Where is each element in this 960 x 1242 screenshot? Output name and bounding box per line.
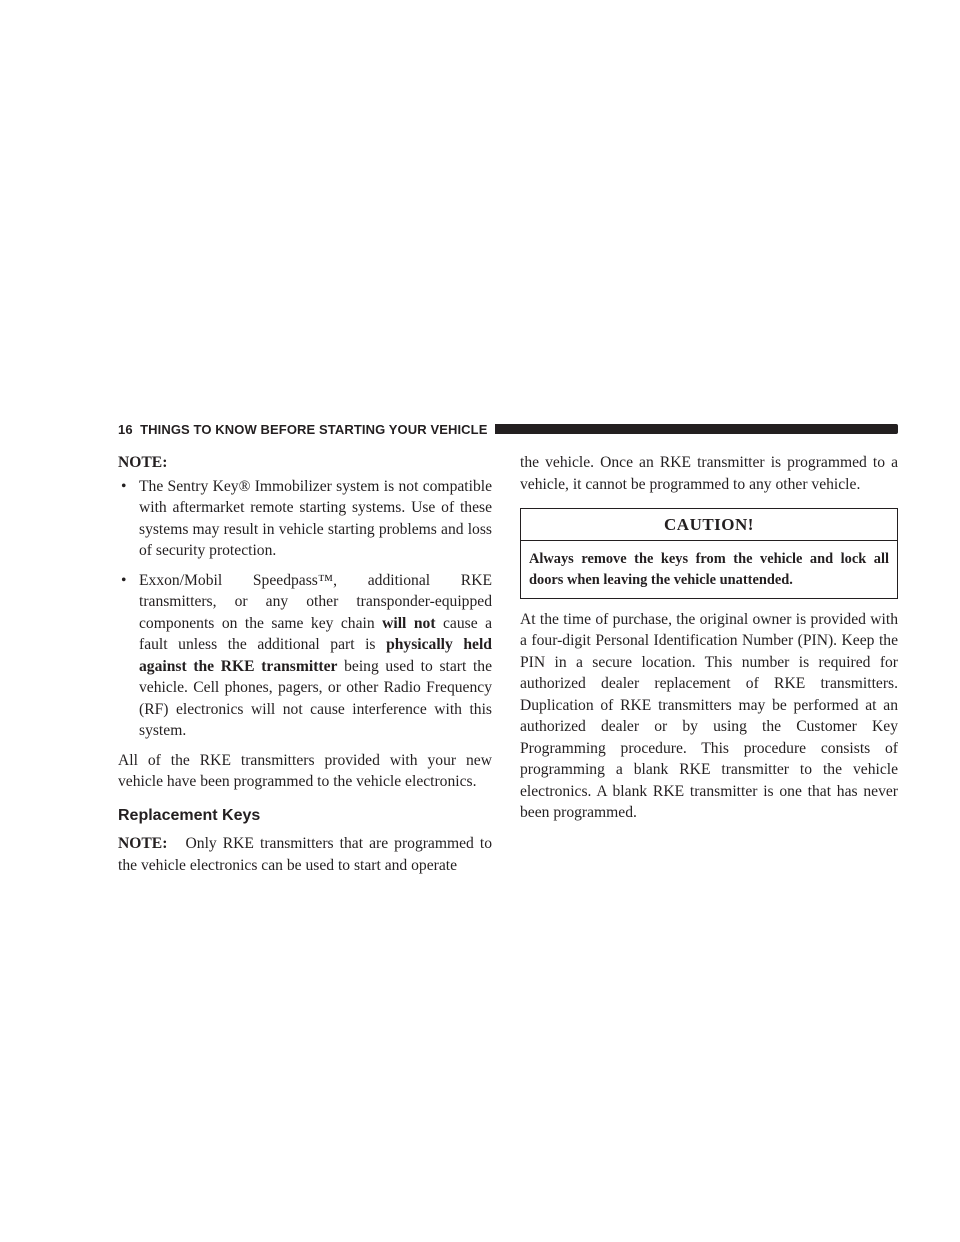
bullet-text: cause a fault unless the additional part is bbox=[139, 614, 492, 653]
bullet-text: Exxon/Mobil Speedpass™, additional RKE transmitters, or any other transponder-equipped components on the same key chain bbox=[139, 571, 492, 632]
purchase-paragraph: At the time of purchase, the original owner is provided with a four-digit Personal Identification Number (PIN). Keep the PIN in a secure location. This number is required for authorized dealer replacement of RKE transmitters. Duplication of RKE transmitters may be performed at an authorized dealer or by using the Customer Key Programming procedure. This procedure consists of programming a blank RKE transmitter to the vehicle electronics. A blank RKE transmitter is one that has never been programmed. bbox=[520, 610, 898, 821]
bullet-icon: • bbox=[121, 477, 127, 495]
bullet-emphasis: will not bbox=[382, 614, 436, 632]
bullet-emphasis: physically held against the RKE transmitter bbox=[139, 636, 492, 675]
bullet-text: The Sentry Key® Immobilizer system is not compatible with aftermarket remote starting systems. Use of these systems may result in vehicle starting problems and loss of security protection. bbox=[139, 477, 492, 559]
bullet-text: being used to start the vehicle. Cell phones, pagers, or other Radio Frequency (RF) electronics will not cause interference with this system. bbox=[139, 657, 493, 739]
caution-title: CAUTION! bbox=[521, 509, 897, 541]
page-number: 16 bbox=[118, 421, 133, 437]
caution-text: Always remove the keys from the vehicle and lock all doors when leaving the vehicle unattended. bbox=[529, 550, 889, 588]
bullet-icon: • bbox=[121, 571, 127, 589]
note-bullet-list bbox=[118, 476, 492, 742]
section-title: THINGS TO KNOW BEFORE STARTING YOUR VEHICLE bbox=[140, 421, 488, 437]
bullet-item-speedpass bbox=[118, 570, 492, 742]
note-label: NOTE: bbox=[118, 454, 168, 471]
replacement-note-label: NOTE: bbox=[118, 835, 168, 852]
page-header-text bbox=[118, 422, 487, 437]
programmed-paragraph: All of the RKE transmitters provided with your new vehicle have been programmed to the vehicle electronics. bbox=[118, 751, 492, 790]
page-header bbox=[118, 420, 898, 438]
replacement-note-text: Only RKE transmitters that are programmed to the vehicle electronics can be used to start and operate bbox=[118, 835, 493, 874]
bullet-item-immobilizer bbox=[118, 476, 492, 562]
header-rule bbox=[495, 424, 898, 434]
right-column bbox=[520, 452, 898, 824]
continued-paragraph: the vehicle. Once an RKE transmitter is programmed to a vehicle, it cannot be programmed to any other vehicle. bbox=[520, 454, 898, 493]
section-heading: Replacement Keys bbox=[118, 806, 261, 824]
replacement-note bbox=[118, 833, 492, 876]
caution-box bbox=[520, 508, 898, 599]
left-column bbox=[118, 452, 492, 876]
